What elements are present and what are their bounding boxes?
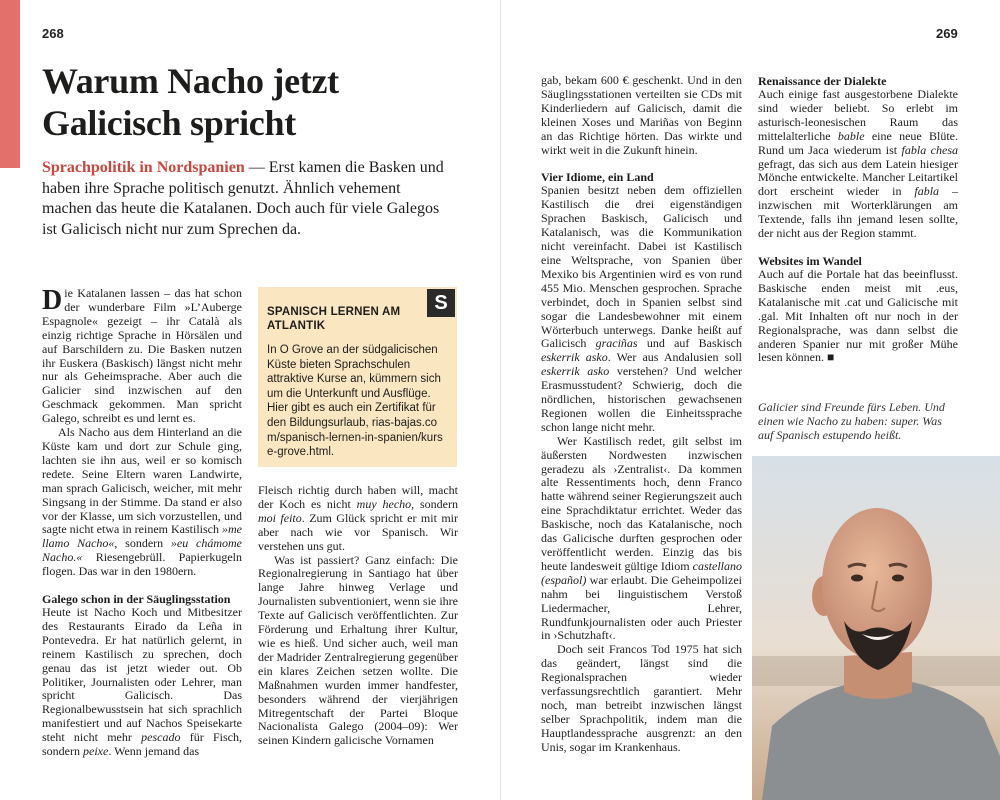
info-box-link[interactable]: rias-bajas.com/spanisch-lernen-in-spanien/kurse-grove.html xyxy=(267,416,443,459)
text-run: gefragt, das sich aus dem Latein hiesiger Mönche entwickelte. Mancher Leitartikel dort erscheint wieder in xyxy=(758,156,958,199)
page-number-left: 268 xyxy=(42,26,64,41)
paragraph-intro xyxy=(42,287,242,426)
subheading-websites: Websites im Wandel xyxy=(758,253,862,268)
paragraph-dialekte xyxy=(758,88,958,241)
article-title xyxy=(42,60,482,144)
paragraph-kastilisch xyxy=(541,435,742,644)
title-line-2: Galicisch spricht xyxy=(42,103,296,143)
sight-badge: S xyxy=(427,289,455,317)
paragraph-heute xyxy=(42,606,242,759)
page-number-right: 269 xyxy=(936,26,958,41)
text-run: , sondern xyxy=(411,496,458,511)
paragraph-franco: Doch seit Francos Tod 1975 hat sich das geändert, längst sind die Regionalsprachen wieder verfassungsrechtlich garantiert. Mehr noch, man betreibt inzwischen längst selber Sprachpolitik, indem man die Hauptlandessprache ausgrenzt: an den Unis, sogar im Krankenhaus. xyxy=(541,642,742,754)
text-run: verstehen? Und welcher Erasmusstudent? Schwierig, doch die nördlichen, historischen gewachsenen Regionen wollen die Einheitssprache schon lange nicht mehr. xyxy=(541,364,742,434)
italic-run: »me llamo Nacho« xyxy=(42,522,242,551)
text-column-4 xyxy=(758,74,958,365)
article-lede xyxy=(42,158,452,240)
lede-text: — Erst kamen die Basken und haben ihre Sprache politisch genutzt. Ähnlich vehement machen das heute die Katalanen. Doch auch für viele Galegos ist Galicisch nicht nur zum Sprechen da. xyxy=(42,159,444,238)
italic-run: muy hecho xyxy=(356,496,412,511)
text-run: – inzwischen mit Worterklärungen am Textende, falls ihn jemand lesen sollte, der nicht aus der Region stammt. xyxy=(758,184,959,241)
text-run: Spanien besitzt neben dem offiziellen Kastilisch die drei eigenständigen Sprachen Baskisch, Galicisch und Katalanisch, was die Kommunikation nicht vereinfacht. Dabei ist Kastilisch eine Weltsprache, von Spanien über Mexiko bis Argentinien wird es von rund 455 Mio. Menschen gesprochen. Sprache verbindet, doch in Spanien selbst sind sogar die Landesbewohner mit einem Wörterbuch unterwegs. Danke heißt auf Galicisch xyxy=(541,183,742,351)
text-run: Riesengebrüll. Papierkugeln flogen. Das war in den 1980ern. xyxy=(42,550,242,579)
paragraph-nacho xyxy=(42,426,242,579)
text-column-1 xyxy=(42,287,242,759)
title-line-1: Warum Nacho jetzt xyxy=(42,61,339,101)
italic-run: moi feito xyxy=(258,510,302,525)
text-run: Auch auf die Portale hat das beeinflusst. Baskische enden meist mit .eus, Katalanische mit .cat und Galicische mit .gal. Mit Inhalten oft nur noch in der Regionalsprache, was dann selbst die anderen Spanier nur mit großer Mühe lesen können. xyxy=(758,266,958,365)
subheading-dialekte: Renaissance der Dialekte xyxy=(758,74,887,88)
text-run: Heute ist Nacho Koch und Mitbesitzer des Restaurants Eirado da Leña in Pontevedra. Er hat natürlich gelernt, in reinem Kastilisch zu sprechen, doch genau das ist jetzt wieder out. Ob Politiker, Journalisten oder Lehrer, man spricht Galicisch. Das Regionalbewusstsein hat sich sprachlich manifestiert und auf Nachos Speisekarte steht nicht mehr xyxy=(42,605,242,745)
italic-run: »eu chámome Nacho.« xyxy=(42,536,242,565)
text-column-2 xyxy=(258,484,458,748)
text-run: . Zum Glück spricht er mit mir aber nach wie vor Spanisch. Wir verstehen uns gut. xyxy=(258,510,459,553)
text-run: , sondern xyxy=(114,536,171,551)
italic-run: fabla xyxy=(914,184,940,199)
paragraph-cds: gab, bekam 600 € geschenkt. Und in den Säuglingsstationen verteilten sie CDs mit Kinderliedern auf Galicisch, damit die kleinen Xoses und Mariñas von Beginn an das Richtige hörten. Das wirkte und wirkt weit in die Zukunft hinein. xyxy=(541,73,742,157)
page-gutter xyxy=(500,0,501,800)
text-run: Auch einige fast ausgestorbene Dialekte sind wieder beliebt. So erlebt im asturisch-leonesischen Raum das mittelalterliche xyxy=(758,87,958,143)
text-run: war erlaubt. Die Geheimpolizei nahm bei linguistischem Verstoß Liedermacher, Lehrer, Rundfunkjournalisten oder auch Priester in ›Schutzhaft‹. xyxy=(541,572,742,643)
italic-run: eskerrik asko xyxy=(541,364,610,379)
text-run: . Wenn jemand das xyxy=(108,744,200,759)
drop-cap: D xyxy=(42,285,63,316)
text-column-3 xyxy=(541,74,742,755)
portrait-photo xyxy=(752,456,1000,800)
text-run: Wer Kastilisch redet, gilt selbst im äußersten Nordwesten inzwischen geradezu als ›Zentralist‹. Da kommen alte Ressentiments hoch, denn Franco hatte während seiner Regierungszeit auch eine Sprachdiktatur errichtet. Weder das Baskische, noch das Katalanische, noch das Galicische durften gesprochen oder veröffentlicht werden. Einzig das bis heute landesweit gültige Idiom xyxy=(541,433,742,573)
text-run: . xyxy=(330,446,335,459)
portrait-illustration xyxy=(752,456,1000,800)
paragraph-text: ie Katalanen lassen – das hat schon der wunderbare Film »L’Auberge Espagnole« gezeigt – ihr Català als einzig richtige Sprache in Hörsälen und auf Barschildern zu. Die Basken nutzen ihr Euskera (Baskisch) längst nicht mehr nur als Geheimsprache. Aber auch die Galicier sind inzwischen auf den Geschmack gekommen. Man spricht Galego, schreibt es und lernt es. xyxy=(42,286,242,426)
text-run: Als Nacho aus dem Hinterland an die Küste kam und dort zur Schule ging, lachten sie ihn aus, weil er so komisch redete. Seine Eltern waren Landwirte, man sprach Galicisch, weicher, mit mehr Singsang in der Stimme. Da stand er also vor der Klasse, um sich vorzustellen, und sagte nicht etwa in reinem Kastilisch xyxy=(42,425,242,537)
italic-run: fabla chesa xyxy=(901,142,958,157)
paragraph-websites xyxy=(758,268,958,365)
text-run: eine neue Blüte. Rund um Jaca wiederum ist xyxy=(758,128,958,157)
text-run: und auf Baskisch xyxy=(637,336,742,351)
italic-run: pescado xyxy=(141,730,181,745)
text-run: Fleisch richtig durch haben will, macht der Koch es nicht xyxy=(258,483,458,511)
lede-kicker: Sprachpolitik in Nordspanien xyxy=(42,159,245,176)
text-run: . Wer aus Andalusien soll xyxy=(607,350,742,365)
italic-run: bable xyxy=(837,128,865,143)
text-run: In O Grove an der südgalicischen Küste bieten Sprachschulen attraktive Kurse an, kümmern sich um die Unterkunft und Ausflüge. Hier gibt es auch ein Zertifikat für den Bildungsurlaub, xyxy=(267,344,441,429)
section-tab xyxy=(0,0,20,168)
italic-run: eskerrik asko xyxy=(541,350,608,365)
paragraph-fleisch xyxy=(258,484,458,554)
info-box-text xyxy=(267,343,447,460)
info-box xyxy=(258,287,457,467)
end-mark: ■ xyxy=(826,350,835,365)
italic-run: peixe xyxy=(83,744,109,759)
text-run: für Fisch, sondern xyxy=(42,730,242,759)
photo-caption: Galicier sind Freunde fürs Leben. Und einen wie Nacho zu haben: super. Was auf Spanisch estupendo heißt. xyxy=(758,400,945,442)
subheading-galego: Galego schon in der Säuglingsstation xyxy=(42,592,231,607)
subheading-idiome: Vier Idiome, ein Land xyxy=(541,170,654,185)
info-box-title: SPANISCH LERNEN AM ATLANTIK xyxy=(267,306,401,332)
italic-run: graciñas xyxy=(595,336,638,351)
paragraph-regionalregierung: Was ist passiert? Ganz einfach: Die Regionalregierung in Santiago hat über lange Jahre hinweg Verlage und Journalisten subventioniert, wenn sie ihre Texte auf Galicisch veröffentlichten. Zur Förderung und Erhaltung ihrer Kultur, wie es hieß. Und sicher auch, weil man der Madrider Zentralregierung gegenüber ein klares Zeichen setzen wollte. Die Maßnahmen wurden immer handfester, besonders während der vierjährigen Mitregentschaft der Partei Bloque Nacionalista Galego (2004–09): Wer seinen Kindern galicische Vornamen xyxy=(258,552,458,748)
paragraph-spanien xyxy=(541,184,742,434)
italic-run: castellano (español) xyxy=(541,558,742,587)
